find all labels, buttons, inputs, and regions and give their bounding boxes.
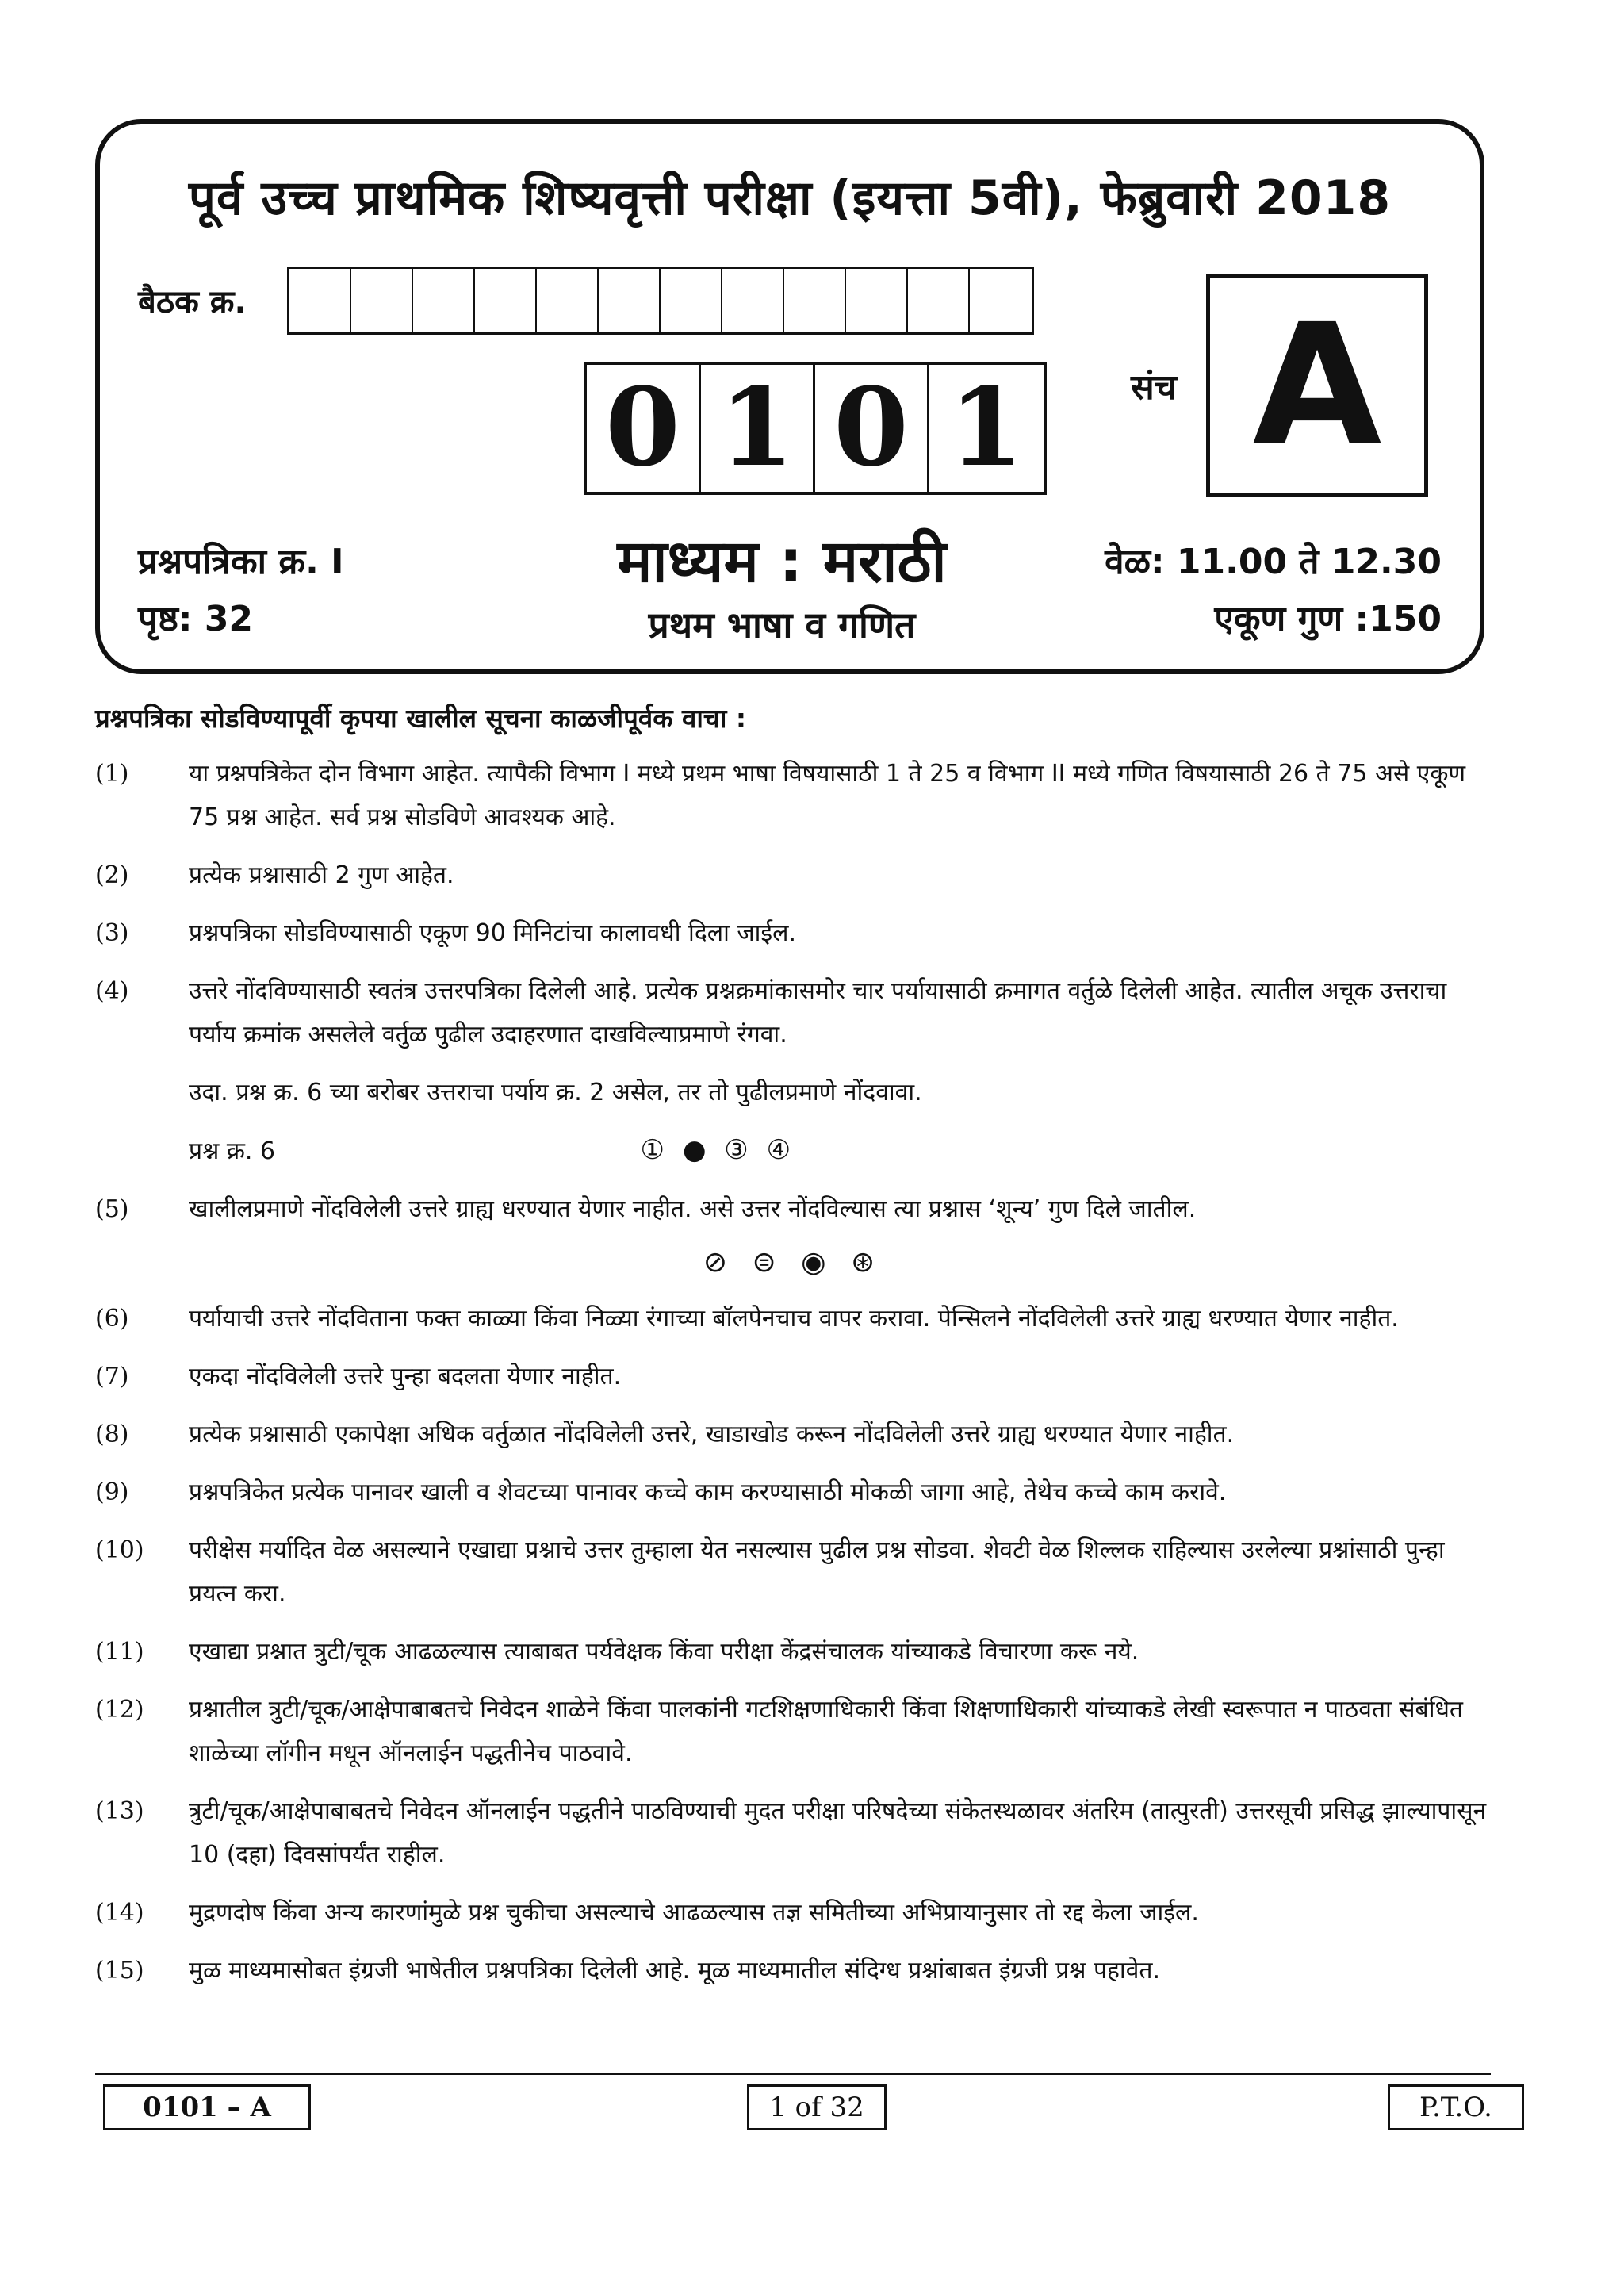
- instruction-number: (3): [95, 919, 129, 947]
- instruction-text: एखाद्या प्रश्नात त्रुटी/चूक आढळल्यास त्याबाबत पर्यवेक्षक किंवा परीक्षा केंद्रसंचालक यांच्याकडे विचारणा करू नये.: [189, 1638, 1139, 1666]
- instruction-item: [95, 969, 1491, 1056]
- example-intro: उदा. प्रश्न क्र. 6 च्या बरोबर उत्तराचा पर्याय क्र. 2 असेल, तर तो पुढीलप्रमाणे नोंदवावा.: [189, 1079, 922, 1106]
- seat-cell[interactable]: [661, 269, 722, 332]
- instruction-text: त्रुटी/चूक/आक्षेपाबाबतचे निवेदन ऑनलाईन पद्धतीने पाठविण्याची मुदत परीक्षा परिषदेच्या संकेतस्थळावर अंतरिम (तात्पुरती) उत्तरसूची प्रसिद्ध झाल्यापासून 10 (दहा) दिवसांपर्यंत राहील.: [189, 1797, 1487, 1869]
- instruction-text: प्रश्नपत्रिका सोडविण्यासाठी एकूण 90 मिनिटांचा कालावधी दिला जाईल.: [189, 919, 797, 947]
- instructions-list: [95, 752, 1491, 2007]
- example-answer-bubbles: ① ● ③ ④: [640, 1134, 796, 1166]
- instruction-number: (4): [95, 977, 129, 1005]
- seat-cell[interactable]: [722, 269, 784, 332]
- instruction-text: प्रत्येक प्रश्नासाठी एकापेक्षा अधिक वर्तुळात नोंदविलेली उत्तरे, खाडाखोड करून नोंदविलेली उत्तरे ग्राह्य धरण्यात येणार नाहीत.: [189, 1421, 1235, 1448]
- instruction-text: उत्तरे नोंदविण्यासाठी स्वतंत्र उत्तरपत्रिका दिलेली आहे. प्रत्येक प्रश्नक्रमांकासमोर चार पर्यायासाठी क्रमागत वर्तुळे दिलेली आहेत. त्यातील अचूक उत्तराचा पर्याय क्रमांक असलेले वर्तुळ पुढील उदाहरणात दाखविल्याप्रमाणे रंगवा.: [189, 977, 1447, 1049]
- instruction-number: (9): [95, 1478, 129, 1506]
- instruction-text: प्रत्येक प्रश्नासाठी 2 गुण आहेत.: [189, 861, 454, 889]
- instruction-number: (10): [95, 1536, 144, 1564]
- footer-page-number: 1 of 32: [747, 2084, 887, 2130]
- instructions-heading: प्रश्नपत्रिका सोडविण्यापूर्वी कृपया खालील सूचना काळजीपूर्वक वाचा :: [95, 703, 747, 734]
- instruction-text: या प्रश्नपत्रिकेत दोन विभाग आहेत. त्यापैकी विभाग I मध्ये प्रथम भाषा विषयासाठी 1 ते 25 व विभाग II मध्ये गणित विषयासाठी 26 ते 75 असे एकूण 75 प्रश्न आहेत. सर्व प्रश्न सोडविणे आवश्यक आहे.: [189, 760, 1466, 831]
- footer-pto: P.T.O.: [1388, 2084, 1524, 2130]
- instruction-number: (14): [95, 1899, 144, 1927]
- instruction-text: एकदा नोंदविलेली उत्तरे पुन्हा बदलता येणार नाहीत.: [189, 1363, 622, 1390]
- seat-cell[interactable]: [784, 269, 846, 332]
- instruction-text: परीक्षेस मर्यादित वेळ असल्याने एखाद्या प्रश्नाचे उत्तर तुम्हाला येत नसल्यास पुढील प्रश्न सोडवा. शेवटी वेळ शिल्लक राहिल्यास उरलेल्या प्रश्नांसाठी पुन्हा प्रयत्न करा.: [189, 1536, 1445, 1608]
- footer-divider: [95, 2073, 1491, 2075]
- instruction-number: (2): [95, 861, 129, 889]
- instruction-number: (8): [95, 1421, 129, 1448]
- footer-paper-code: 0101 – A: [103, 2084, 311, 2130]
- instruction-item: [95, 911, 1491, 955]
- instruction-item: [95, 1413, 1491, 1456]
- paper-code-digit: 1: [948, 364, 1025, 491]
- instruction-number: (5): [95, 1195, 129, 1223]
- seat-cell[interactable]: [475, 269, 537, 332]
- instruction-item: [95, 1297, 1491, 1340]
- instruction-number: (1): [95, 760, 129, 788]
- total-marks: एकूण गुण :150: [1214, 599, 1442, 639]
- instruction-item: [95, 1630, 1491, 1674]
- example-question-label: प्रश्न क्र. 6: [189, 1137, 276, 1165]
- instruction-item: [95, 1355, 1491, 1398]
- paper-code-digit: 0: [815, 365, 929, 492]
- invalid-answer-bubbles: ⊘ ⊜ ◉ ⊛: [703, 1246, 883, 1279]
- instruction-number: (6): [95, 1305, 129, 1333]
- exam-title: पूर्व उच्च प्राथमिक शिष्यवृत्ती परीक्षा (इयत्ता 5वी), फेब्रुवारी 2018: [188, 171, 1392, 226]
- paper-code-digit: 1: [701, 365, 815, 492]
- instruction-item: [95, 752, 1491, 839]
- instruction-number: (7): [95, 1363, 129, 1390]
- instruction-item: [95, 1528, 1491, 1616]
- seat-cell[interactable]: [351, 269, 413, 332]
- instruction-item: [95, 1471, 1491, 1514]
- exam-time: वेळ: 11.00 ते 12.30: [1105, 542, 1442, 582]
- page-count: पृष्ठ: 32: [138, 599, 254, 639]
- instruction-item: [95, 1949, 1491, 1992]
- medium-title: माध्यम : मराठी: [617, 527, 947, 596]
- example-row: [95, 1129, 1491, 1173]
- instruction-item: [95, 853, 1491, 897]
- instruction-number: (11): [95, 1638, 144, 1666]
- seat-cell[interactable]: [413, 269, 475, 332]
- instruction-number: (15): [95, 1957, 144, 1984]
- subjects-title: प्रथम भाषा व गणित: [648, 604, 916, 646]
- set-letter-box: A: [1206, 274, 1428, 497]
- seat-cell[interactable]: [537, 269, 599, 332]
- paper-number: प्रश्नपत्रिका क्र. I: [138, 542, 344, 582]
- seat-cell[interactable]: [599, 269, 661, 332]
- instruction-item: [95, 1688, 1491, 1775]
- seat-cell[interactable]: [846, 269, 908, 332]
- instruction-text: प्रश्नपत्रिकेत प्रत्येक पानावर खाली व शेवटच्या पानावर कच्चे काम करण्यासाठी मोकळी जागा आहे, तेथेच कच्चे काम करावे.: [189, 1478, 1227, 1506]
- instruction-text: मुळ माध्यमासोबत इंग्रजी भाषेतील प्रश्नपत्रिका दिलेली आहे. मूळ माध्यमातील संदिग्ध प्रश्नांबाबत इंग्रजी प्रश्न पहावेत.: [189, 1957, 1161, 1984]
- header-box: [95, 119, 1484, 674]
- instruction-number: (13): [95, 1797, 144, 1825]
- paper-code-boxes: [584, 362, 1047, 495]
- instruction-item: [95, 1789, 1491, 1877]
- instruction-item: [95, 1891, 1491, 1935]
- seat-number-grid[interactable]: [287, 267, 1034, 335]
- instruction-text: पर्यायाची उत्तरे नोंदविताना फक्त काळ्या किंवा निळ्या रंगाच्या बॉलपेनचाच वापर करावा. पेन्सिलने नोंदविलेली उत्तरे ग्राह्य धरण्यात येणार नाहीत.: [189, 1305, 1399, 1333]
- seat-cell[interactable]: [908, 269, 970, 332]
- seat-number-label: बैठक क्र.: [138, 284, 247, 320]
- seat-cell[interactable]: [970, 269, 1032, 332]
- seat-cell[interactable]: [289, 269, 351, 332]
- instruction-item: [95, 1187, 1491, 1231]
- instruction-text: खालीलप्रमाणे नोंदविलेली उत्तरे ग्राह्य धरण्यात येणार नाहीत. असे उत्तर नोंदविल्यास त्या प्रश्नास ‘शून्य’ गुण दिले जातील.: [189, 1195, 1197, 1223]
- instruction-text: प्रश्नातील त्रुटी/चूक/आक्षेपाबाबतचे निवेदन शाळेने किंवा पालकांनी गटशिक्षणाधिकारी किंवा शिक्षणाधिकारी यांच्याकडे लेखी स्वरूपात न पाठवता संबंधित शाळेच्या लॉगीन मधून ऑनलाईन पद्धतीनेच पाठवावे.: [189, 1696, 1464, 1767]
- paper-code-digit: 0: [587, 365, 701, 492]
- set-label: संच: [1131, 367, 1177, 408]
- instruction-number: (12): [95, 1696, 144, 1724]
- instruction-text: मुद्रणदोष किंवा अन्य कारणांमुळे प्रश्न चुकीचा असल्याचे आढळल्यास तज्ञ समितीच्या अभिप्रायानुसार तो रद्द केला जाईल.: [189, 1899, 1199, 1927]
